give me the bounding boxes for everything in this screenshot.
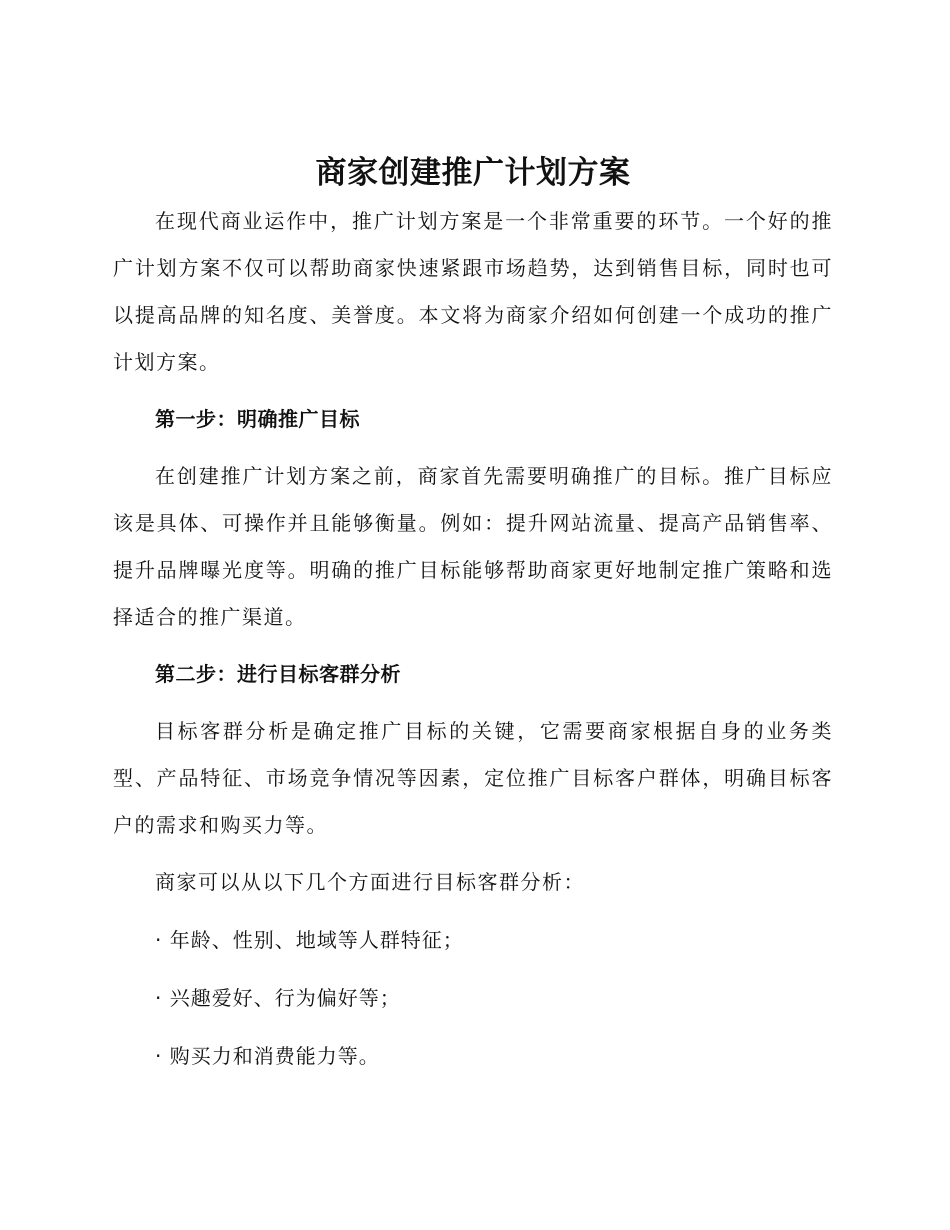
document-page [113, 148, 833, 1080]
step2-heading: 第二步：进行目标客群分析 [155, 662, 401, 686]
step2-lead-paragraph: 商家可以从以下几个方面进行目标客群分析： [155, 870, 585, 894]
intro-paragraph: 在现代商业运作中，推广计划方案是一个非常重要的环节。一个好的推广计划方案不仅可以帮助商家快速紧跟市场趋势，达到销售目标，同时也可以提高品牌的知名度、美誉度。本文将为商家介绍如何创建一个成功的推广计划方案。 [113, 209, 833, 374]
bullet-item: · 年龄、性别、地域等人群特征； [155, 928, 464, 952]
step1-paragraph: 在创建推广计划方案之前，商家首先需要明确推广的目标。推广目标应该是具体、可操作并且能够衡量。例如：提升网站流量、提高产品销售率、提升品牌曝光度等。明确的推广目标能够帮助商家更好地制定推广策略和选择适合的推广渠道。 [113, 464, 833, 629]
bullet-item: · 购买力和消费能力等。 [155, 1044, 380, 1068]
step1-heading: 第一步：明确推广目标 [155, 407, 360, 431]
step2-paragraph: 目标客群分析是确定推广目标的关键，它需要商家根据自身的业务类型、产品特征、市场竞争情况等因素，定位推广目标客户群体，明确目标客户的需求和购买力等。 [113, 719, 833, 837]
document-title: 商家创建推广计划方案 [315, 155, 631, 191]
bullet-item: · 兴趣爱好、行为偏好等； [155, 986, 401, 1010]
